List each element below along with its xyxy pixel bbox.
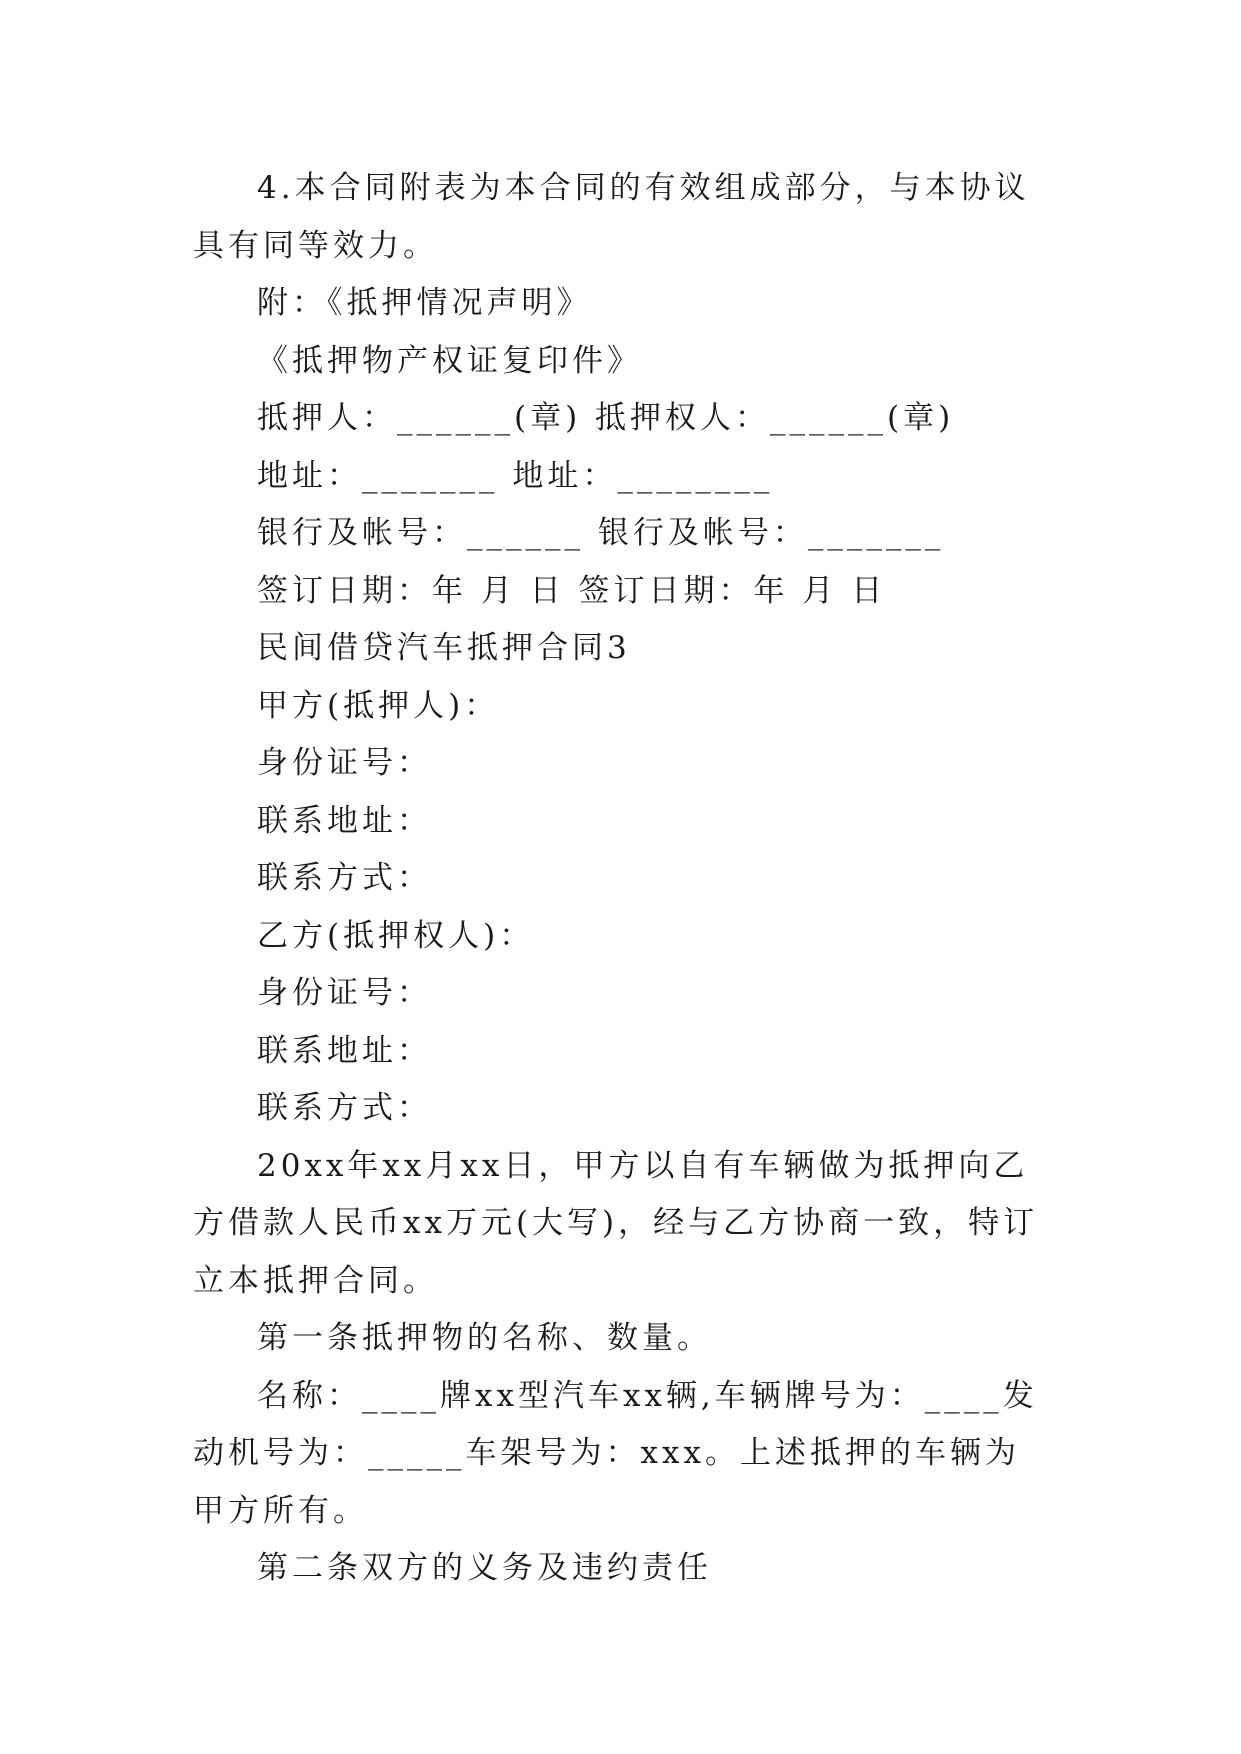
article-2-heading: 第二条双方的义务及违约责任	[257, 1550, 712, 1586]
signature-parties-line: 抵押人：______(章) 抵押权人：______(章)	[257, 400, 955, 436]
contract-3-title: 民间借贷汽车抵押合同3	[257, 630, 631, 666]
party-a-id-number: 身份证号：	[257, 745, 432, 781]
party-a-contact: 联系方式：	[257, 860, 432, 896]
attachment-statement: 附：《抵押情况声明》	[257, 285, 592, 321]
article-1-heading: 第一条抵押物的名称、数量。	[257, 1320, 712, 1356]
clause-4-paragraph: 4.本合同附表为本合同的有效组成部分，与本协议具有同等效力。	[193, 170, 1030, 264]
signing-date-line: 签订日期：年 月 日 签订日期：年 月 日	[257, 572, 887, 609]
party-b-id-number: 身份证号：	[257, 975, 432, 1011]
article-1-vehicle-details: 名称：____牌xx型汽车xx辆,车辆牌号为：____发动机号为：_____车架号为：xxx。上述抵押的车辆为甲方所有。	[193, 1377, 1038, 1529]
party-b-heading: 乙方(抵押权人)：	[257, 917, 535, 954]
party-a-address: 联系地址：	[257, 802, 432, 839]
party-b-contact: 联系方式：	[257, 1090, 432, 1126]
loan-preamble-paragraph: 20xx年xx月xx日，甲方以自有车辆做为抵押向乙方借款人民币xx万元(大写)，经与乙方协商一致，特订立本抵押合同。	[193, 1147, 1039, 1299]
attachment-certificate: 《抵押物产权证复印件》	[257, 342, 642, 379]
party-b-address: 联系地址：	[257, 1032, 432, 1069]
address-line: 地址：_______ 地址：________	[257, 457, 774, 494]
bank-account-line: 银行及帐号：______ 银行及帐号：_______	[257, 515, 945, 551]
party-a-heading: 甲方(抵押人)：	[257, 687, 500, 724]
document-body	[193, 160, 1053, 1598]
